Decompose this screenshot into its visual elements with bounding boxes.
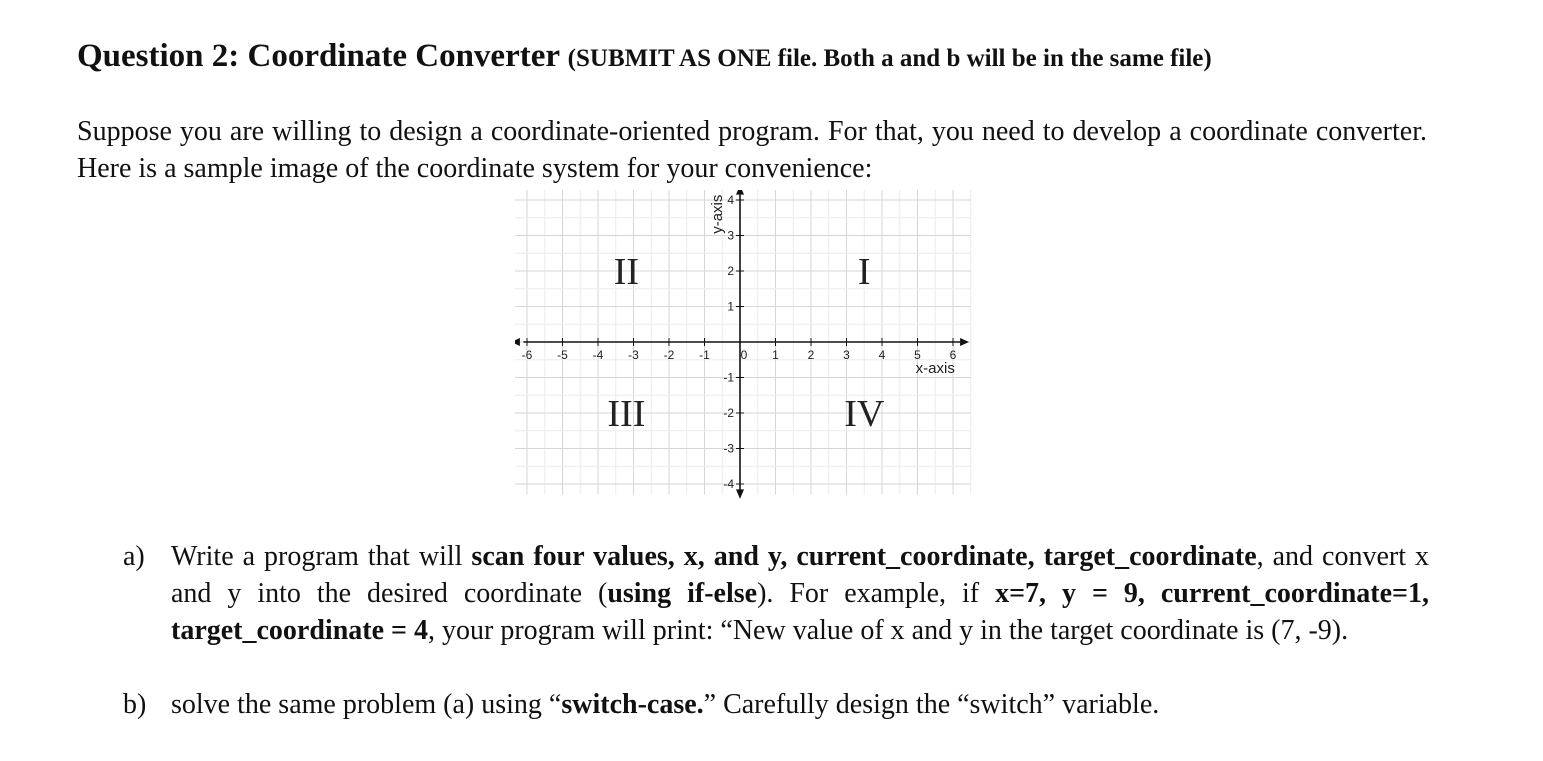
part-b-text: [171, 686, 1429, 723]
x-tick-label: -6: [521, 348, 533, 362]
text-run: ” Carefully design the “switch” variable.: [703, 689, 1160, 720]
y-tick-label: -2: [723, 406, 734, 420]
x-tick-label: 6: [949, 348, 957, 362]
x-tick-label: -3: [628, 348, 639, 362]
x-tick-label: -5: [557, 348, 568, 362]
text-run: solve the same problem (a) using “: [171, 689, 562, 720]
question-title: [77, 38, 1212, 75]
x-axis-arrow-right: [960, 338, 969, 346]
intro-paragraph: Suppose you are willing to design a coordinate-oriented program. For that, you need to develop a coordinate converter. Here is a sample image of the coordinate system for your convenience:: [77, 116, 1427, 184]
text-run: ). For example, if: [757, 578, 996, 609]
text-run: , and convert x and y into the desired coordinate (: [171, 541, 1429, 609]
quadrant-label-III: III: [607, 393, 646, 435]
x-tick-label: 4: [878, 348, 886, 362]
text-run: , your program will print: “New value of x and y in the target coordinate is (7, -9).: [428, 615, 1349, 646]
quadrant-label-I: I: [857, 251, 871, 293]
y-axis-label: y-axis: [709, 194, 726, 234]
x-tick-label: -4: [592, 348, 604, 362]
quadrant-label-II: II: [613, 251, 640, 293]
y-axis-arrow-up: [736, 190, 744, 195]
y-tick-label: -3: [723, 441, 734, 456]
question-title-main: Question 2: Coordinate Converter: [77, 38, 560, 74]
x-tick-label: 3: [843, 348, 850, 362]
bold-text-run: using if-else: [607, 578, 758, 609]
x-tick-label: -1: [699, 348, 710, 362]
part-a-marker: a): [123, 541, 145, 572]
y-tick-label: 3: [727, 228, 734, 243]
text-run: Write a program that will: [171, 541, 472, 572]
bold-text-run: scan four values, x, and y, current_coordinate, target_coordinate: [471, 541, 1257, 572]
question-title-note: (SUBMIT AS ONE file. Both a and b will be in the same file): [567, 45, 1212, 72]
quadrant-label-IV: IV: [844, 393, 885, 435]
x-tick-label: 5: [914, 348, 921, 362]
x-tick-label: 0: [740, 348, 748, 362]
y-tick-label: 2: [727, 264, 734, 278]
y-tick-label: -1: [723, 370, 734, 385]
coordinate-system-figure: [515, 190, 985, 502]
y-axis-arrow-down: [736, 489, 744, 499]
part-a-text: [171, 538, 1429, 649]
x-tick-label: 2: [807, 348, 815, 362]
bold-text-run: switch-case.: [561, 689, 704, 720]
y-tick-label: 4: [727, 193, 734, 207]
y-tick-label: -4: [723, 477, 734, 491]
y-tick-label: 1: [727, 299, 734, 314]
x-tick-label: 1: [772, 348, 779, 362]
x-tick-label: -2: [663, 348, 675, 362]
part-b-marker: b): [123, 689, 147, 720]
x-axis-label: x-axis: [915, 360, 955, 377]
x-axis-arrow-left: [515, 338, 520, 346]
bold-text-run: x=7, y = 9, current_coordinate=1, target_coordinate = 4: [171, 578, 1429, 646]
